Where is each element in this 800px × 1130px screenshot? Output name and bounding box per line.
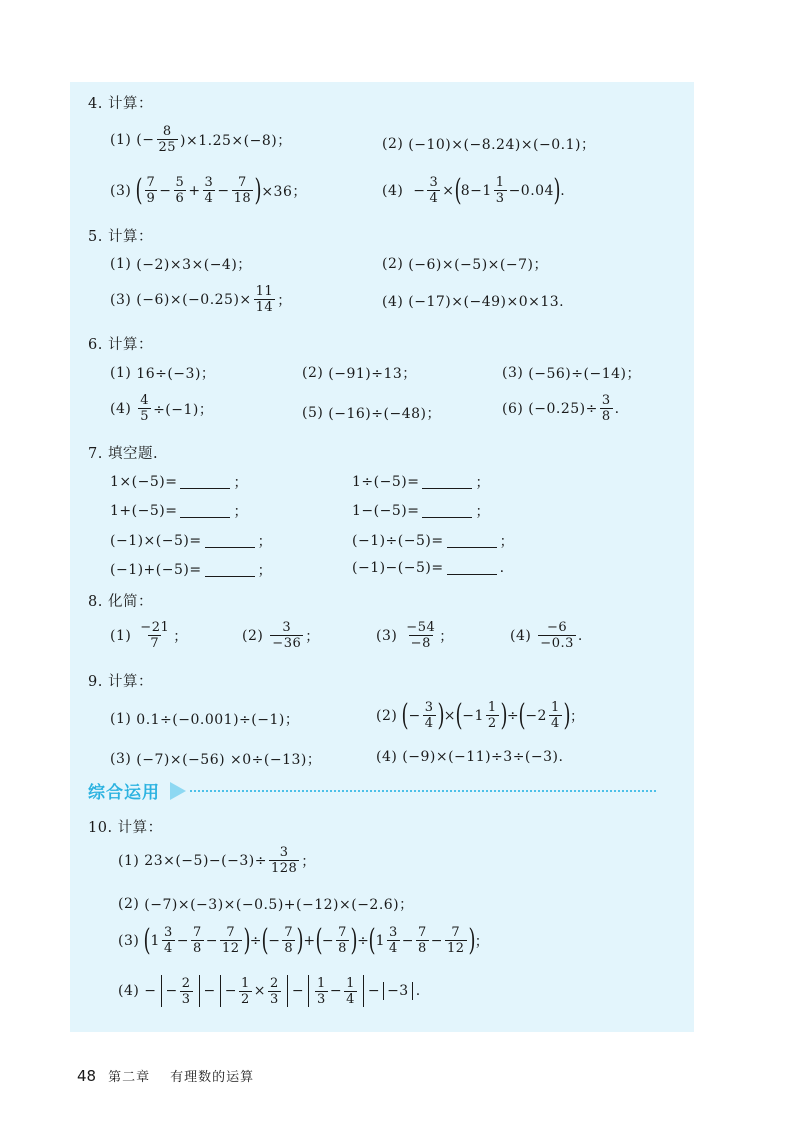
p9-item-3: (3) (−7)×(−56) ×0÷(−13)；: [110, 751, 322, 768]
problem-6-title: 6. 计算：: [88, 337, 153, 353]
p7-blank-7: (−1)+(−5)= ；: [110, 562, 273, 579]
p9-item-2: (2) ( − $\frac{3}{4}$ ) × ( − 1 $\frac{1}{2}$ ) ÷ ( − 2 $\frac{1}{4}$ ) ；: [376, 697, 585, 733]
p5-item-1: (1) (−2)×3×(−4)；: [110, 256, 252, 273]
answer-blank[interactable]: [205, 564, 255, 577]
chapter-title: 有理数的运算: [170, 1070, 255, 1085]
p5-item-4: (4) (−17)×(−49)×0×13.: [382, 294, 565, 310]
p9-item-4: (4) (−9)×(−11)÷3÷(−3).: [376, 749, 564, 765]
p5-item-2: (2) (−6)×(−5)×(−7)；: [382, 256, 548, 273]
p7-blank-2: 1÷(−5)= ；: [352, 474, 490, 491]
play-arrow-icon: [170, 782, 186, 800]
problem-9-title: 9. 计算：: [88, 674, 153, 690]
p8-item-4: (4) $\frac{-6}{-0.3}$ .: [510, 620, 583, 651]
page-footer: [77, 1066, 254, 1085]
problem-10-title: 10. 计算：: [88, 820, 163, 836]
p8-item-2: (2) $\frac{3}{-36}$ ；: [242, 620, 320, 651]
problem-4-title: 4. 计算：: [88, 96, 153, 112]
p7-blank-6: (−1)÷(−5)= ；: [352, 533, 515, 550]
p10-item-2: (2) (−7)×(−3)×(−0.5)+(−12)×(−2.6)；: [118, 896, 414, 913]
answer-blank[interactable]: [422, 476, 472, 489]
problem-7-title: 7. 填空题.: [88, 446, 159, 462]
page-number: 48: [77, 1067, 97, 1085]
p6-item-3: (3) (−56)÷(−14)；: [502, 365, 641, 382]
p6-item-6: (6) (−0.25)÷ $\frac{3}{8}$ .: [502, 393, 620, 424]
p5-item-3: (3) (−6)×(−0.25)× $\frac{11}{14}$ ；: [110, 284, 292, 315]
p8-item-1: (1) $\frac{-21}{7}$ ；: [110, 620, 188, 651]
problem-8-title: 8. 化简：: [88, 594, 153, 610]
p7-blank-4: 1−(−5)= ；: [352, 503, 490, 520]
answer-blank[interactable]: [180, 505, 230, 518]
p10-item-1: (1) 23×(−5)−(−3)÷ $\frac{3}{128}$ ；: [118, 845, 316, 876]
problem-5-title: 5. 计算：: [88, 229, 153, 245]
p7-blank-5: (−1)×(−5)= ；: [110, 533, 273, 550]
answer-blank[interactable]: [180, 476, 230, 489]
dotted-divider: [190, 790, 656, 792]
p10-item-4: (4) − − $\frac{2}{3}$ − − $\frac{1}{2}$ × $\frac{2}{3}$ − $\frac{1}{3}$ − $\frac{1}{4}$ − −3 .: [118, 975, 421, 1007]
p4-item-2: (2) (−10)×(−8.24)×(−0.1)；: [382, 136, 596, 153]
p6-item-1: (1) 16÷(−3)；: [110, 365, 216, 382]
p4-item-4: (4) − $\frac{3}{4}$ × ( 8− 1 $\frac{1}{3}$ −0.04 ) .: [382, 172, 566, 208]
p6-item-4: (4) $\frac{4}{5}$ ÷(−1)；: [110, 393, 214, 424]
p7-blank-8: (−1)−(−5)= .: [352, 560, 505, 576]
p6-item-2: (2) (−91)÷13；: [302, 365, 417, 382]
fraction: $\frac{8}{25}$: [158, 124, 177, 155]
section-heading: [88, 778, 656, 803]
p7-blank-3: 1+(−5)= ；: [110, 503, 248, 520]
exercise-panel: [70, 82, 694, 1032]
p7-blank-1: 1×(−5)= ；: [110, 474, 248, 491]
answer-blank[interactable]: [205, 535, 255, 548]
answer-blank[interactable]: [447, 535, 497, 548]
p4-item-1: (1) (− $\frac{8}{25}$ )×1.25×(−8)；: [110, 124, 292, 155]
p9-item-1: (1) 0.1÷(−0.001)÷(−1)；: [110, 711, 300, 728]
p10-item-3: (3) ( 1 $\frac{3}{4}$ − $\frac{7}{8}$ − $\frac{7}{12}$ ) ÷ ( − $\frac{7}{8}$ ) + ( − $\frac{7}{8}$ ) ÷ ( 1 $\frac{3}{4}$ − $\frac{7}{8}$ − $\frac{7}{12}$ ) ；: [118, 922, 490, 958]
p6-item-5: (5) (−16)÷(−48)；: [302, 405, 441, 422]
section-title: 综合运用: [88, 783, 160, 803]
answer-blank[interactable]: [422, 505, 472, 518]
answer-blank[interactable]: [447, 562, 497, 575]
chapter-label: 第二章: [108, 1070, 151, 1085]
p4-item-3: (3) ( $\frac{7}{9}$ − $\frac{5}{6}$ + $\frac{3}{4}$ − $\frac{7}{18}$ ) ×36；: [110, 172, 307, 208]
p8-item-3: (3) $\frac{-54}{-8}$ ；: [376, 620, 454, 651]
